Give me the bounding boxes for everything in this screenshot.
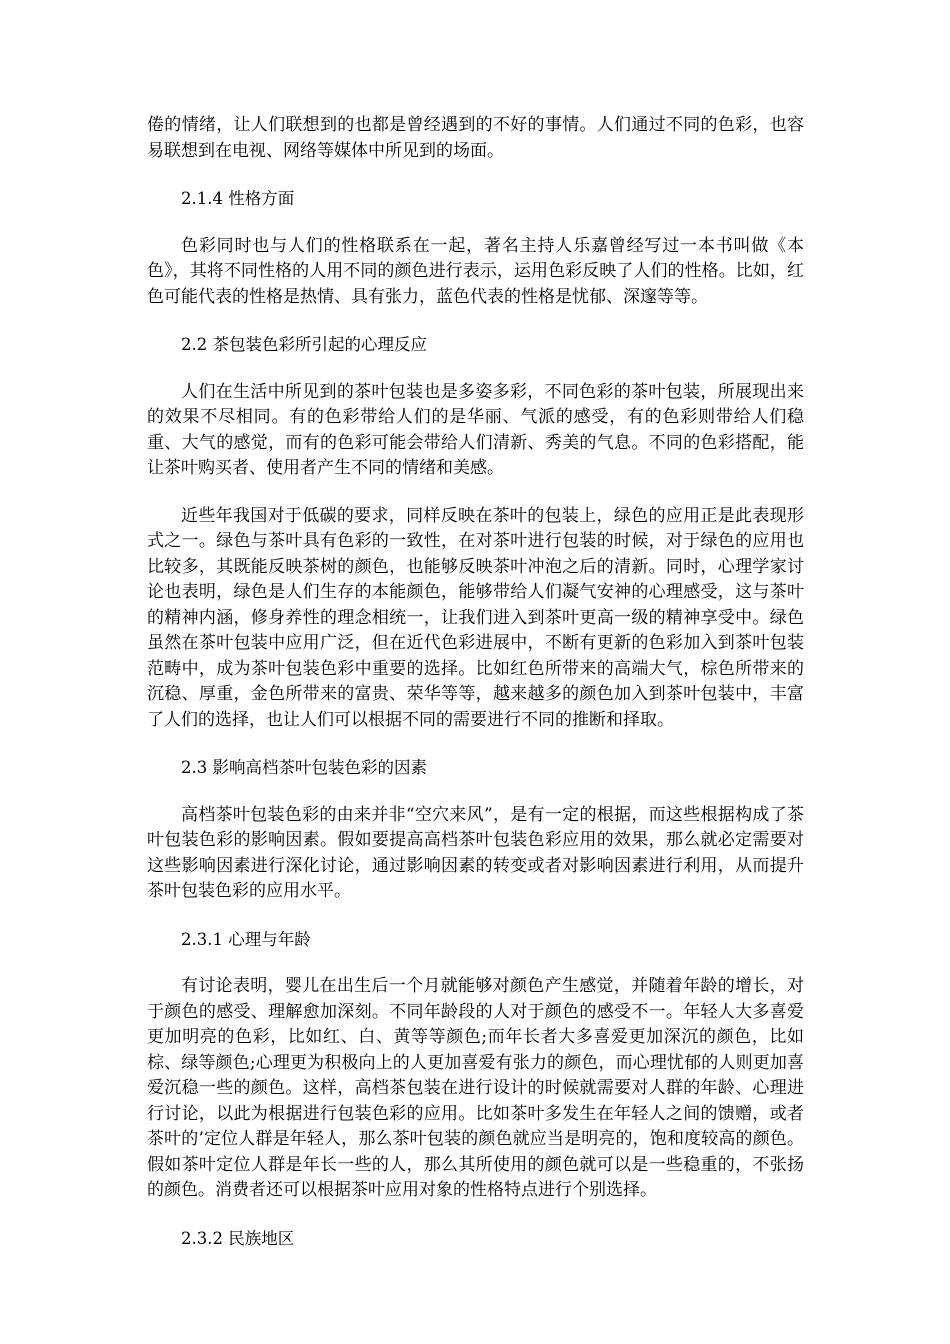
section-heading-2-1-4: 2.1.4 性格方面	[181, 189, 295, 208]
paragraph: 有讨论表明，婴儿在出生后一个月就能够对颜色产生感觉，并随着年龄的增长，对于颜色的感受、理解愈加深刻。不同年龄段的人对于颜色的感受不一。年轻人大多喜爱更加明亮的色彩，比如红、白、黄等等颜色;而年长者大多喜爱更加深沉的颜色，比如棕、绿等颜色;心理更为积极向上的人更加喜爱有张力的颜色，而心理忧郁的人则更加喜爱沉稳一些的颜色。这样，高档茶包装在进行设计的时候就需要对人群的年龄、心理进行讨论，以此为根据进行包装色彩的应用。比如茶叶多发生在年轻人之间的馈赠，或者茶叶的’定位人群是年轻人，那么茶叶包装的颜色就应当是明亮的，饱和度较高的颜色。假如茶叶定位人群是年长一些的人，那么其所使用的颜色就可以是一些稳重的，不张扬的颜色。消费者还可以根据茶叶应用对象的性格特点进行个别选择。	[147, 976, 804, 1200]
section-heading-2-2: 2.2 茶包装色彩所引起的心理反应	[181, 335, 427, 354]
section-heading-2-3-1: 2.3.1 心理与年龄	[181, 929, 311, 949]
document-page	[147, 113, 804, 1273]
paragraph: 色彩同时也与人们的性格联系在一起，著名主持人乐嘉曾经写过一本书叫做《本色》，其将不同性格的人用不同的颜色进行表示，运用色彩反映了人们的性格。比如，红色可能代表的性格是热情、具有张力，蓝色代表的性格是忧郁、深邃等等。	[147, 235, 804, 307]
section-heading-2-3-2: 2.3.2 民族地区	[181, 1228, 295, 1248]
paragraph: 近些年我国对于低碳的要求，同样反映在茶叶的包装上，绿色的应用正是此表现形式之一。绿色与茶叶具有色彩的一致性，在对茶叶进行包装的时候，对于绿色的应用也比较多，其既能反映茶树的颜色，也能够反映茶叶冲泡之后的清新。同时，心理学家讨论也表明，绿色是人们生存的本能颜色，能够带给人们凝气安神的心理感受，这与茶叶的精神内涵，修身养性的理念相统一，让我们进入到茶叶更高一级的精神享受中。绿色虽然在茶叶包装中应用广泛，但在近代色彩进展中，不断有更新的色彩加入到茶叶包装范畴中，成为茶叶包装色彩中重要的选择。比如红色所带来的高端大气，棕色所带来的沉稳、厚重，金色所带来的富贵、荣华等等，越来越多的颜色加入到茶叶包装中，丰富了人们的选择，也让人们可以根据不同的需要进行不同的推断和择取。	[147, 505, 804, 730]
paragraph-continued: 倦的情绪，让人们联想到的也都是曾经遇到的不好的事情。人们通过不同的色彩，也容易联想到在电视、网络等媒体中所见到的场面。	[147, 115, 804, 161]
section-heading-2-3: 2.3 影响高档茶叶包装色彩的因素	[181, 758, 427, 777]
paragraph: 高档茶叶包装色彩的由来并非“空穴来风”，是有一定的根据，而这些根据构成了茶叶包装色彩的影响因素。假如要提高高档茶叶包装色彩应用的效果，那么就必定需要对这些影响因素进行深化讨论，通过影响因素的转变或者对影响因素进行利用，从而提升茶叶包装色彩的应用水平。	[147, 804, 804, 901]
paragraph: 人们在生活中所见到的茶叶包装也是多姿多彩，不同色彩的茶叶包装，所展现出来的效果不尽相同。有的色彩带给人们的是华丽、气派的感受，有的色彩则带给人们稳重、大气的感觉，而有的色彩可能会带给人们清新、秀美的气息。不同的色彩搭配，能让茶叶购买者、使用者产生不同的情绪和美感。	[147, 381, 804, 478]
